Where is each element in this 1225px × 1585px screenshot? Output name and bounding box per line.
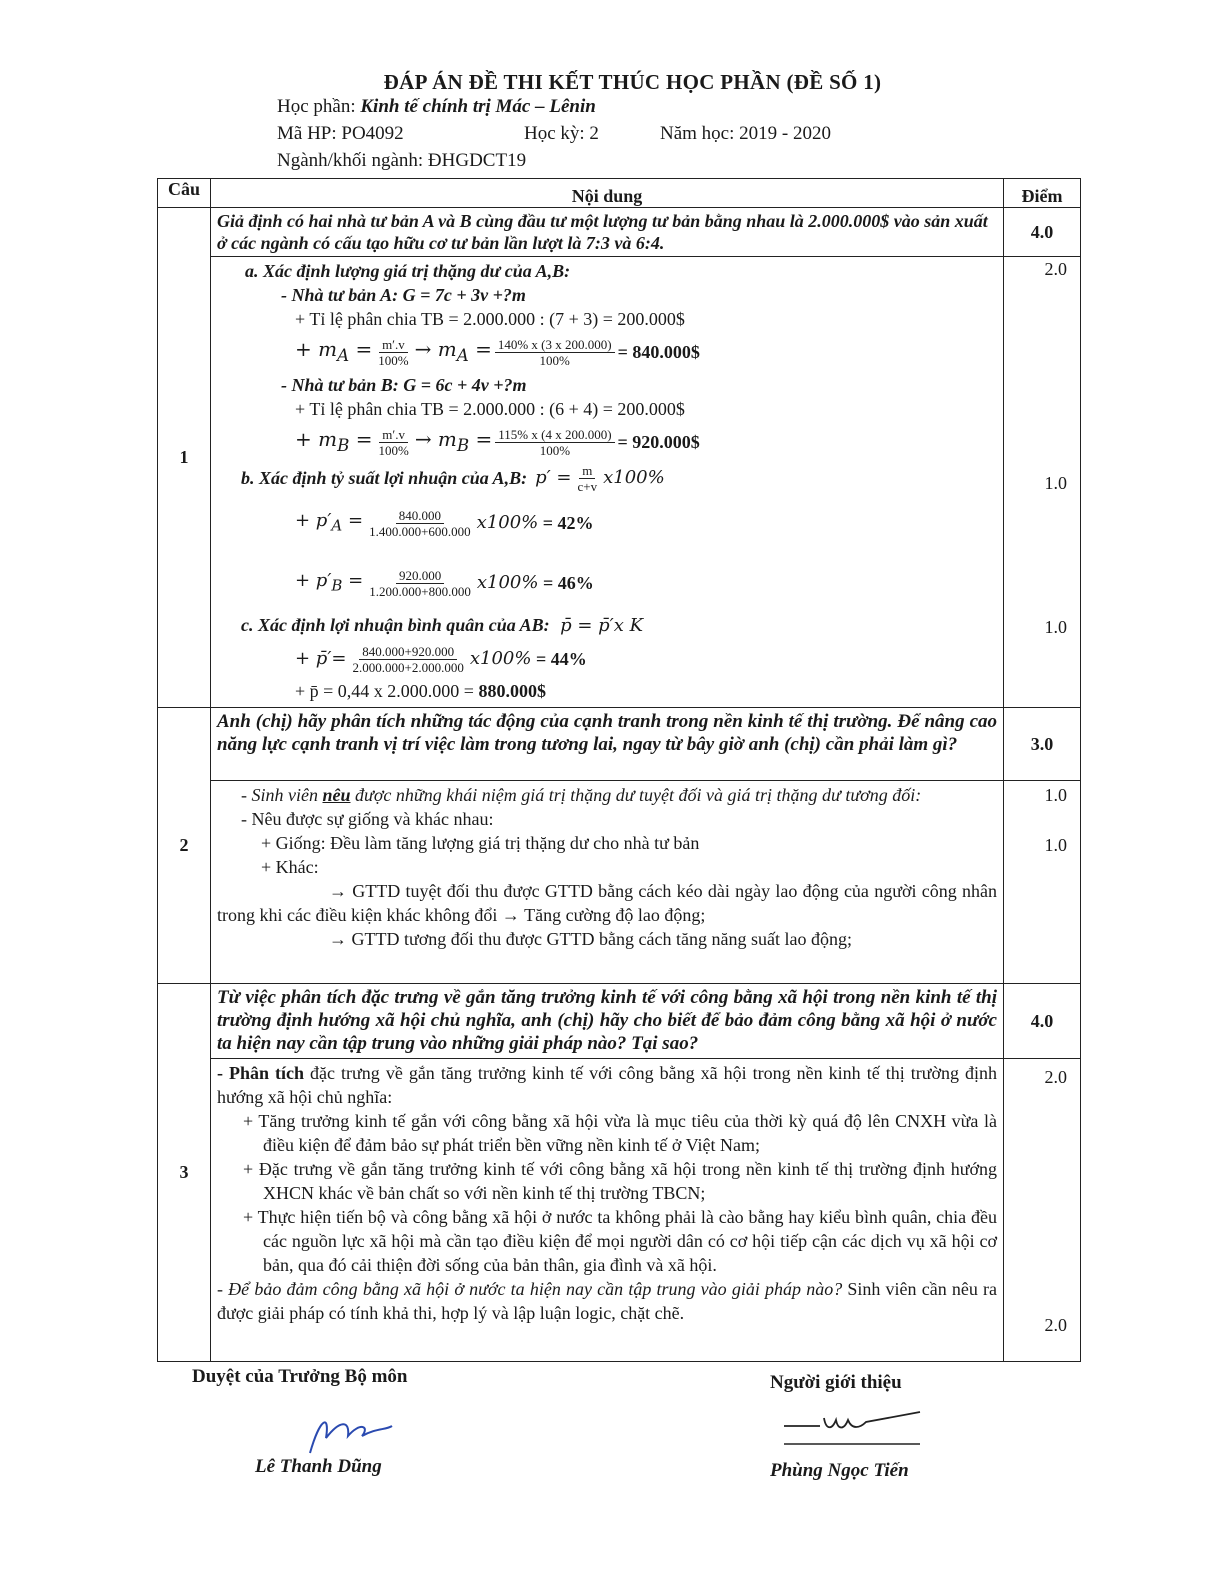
major: Ngành/khối ngành: ĐHGDCT19 [277, 150, 527, 171]
q2-l3: + Giống: Đều làm tăng lượng giá trị thặng dư cho nhà tư bản [261, 833, 700, 853]
q1-c-1-num: 840.000+920.000 [359, 644, 457, 660]
answer-table [157, 178, 1081, 1362]
q1-c-title: c. Xác định lợi nhuận bình quân của AB: [241, 615, 550, 635]
q1-a-B-ratio: + Tỉ lệ phân chia TB = 2.000.000 : (6 + 4) = 200.000$ [295, 399, 685, 419]
q1-a-A-g-num: 140% x (3 x 200.000) [495, 337, 615, 353]
left-signature-title: Duyệt của Trưởng Bộ môn [192, 1366, 408, 1387]
q1-a-A-formula: + $m_A$ = $\frac{m'.v}{100\%}$ → $m_A$ = $\frac{140\% x (3 x 200.000)}{100\%}$ = 840.000$ [295, 336, 700, 368]
q1-c-formula: p̄ = p̄′x K [560, 615, 644, 636]
q1-b-title: b. Xác định tỷ suất lợi nhuận của A,B: [241, 468, 528, 488]
q1-a-title: a. Xác định lượng giá trị thặng dư của A,B: [245, 261, 571, 281]
q1-c-2-line [217, 679, 997, 703]
q1-question: Giả định có hai nhà tư bản A và B cùng đầu tư một lượng tư bản bằng nhau là 2.000.000$ vào sản xuất ở các ngành có cấu tạo hữu cơ tư bản lần lượt là 7:3 và 6:4. [211, 208, 1004, 257]
q3-b3: + Thực hiện tiến bộ và công bằng xã hội ở nước ta không phải là cào bằng hay kiểu bình quân, chia đều các nguồn lực xã hội mà cần tạo điều kiện để mọi người dân có cơ hội tiếp cận các dịch vụ xã hội cơ bản, qua đó cải thiện đời sống của bản thân, gia đình và xã hội. [243, 1207, 997, 1275]
q2-l1 [217, 783, 997, 807]
q1-a-A: - Nhà tư bản A: G = 7c + 3v +?m [281, 285, 526, 305]
q3-points: 4.0 [1004, 984, 1081, 1059]
q1-b-B-num: 920.000 [396, 568, 444, 584]
q2-l1a: - Sinh viên [241, 785, 323, 805]
q2-l1-points: 1.0 [1044, 785, 1067, 805]
q1-a-A-f-num: m′.v [379, 337, 408, 353]
q3-question: Từ việc phân tích đặc trưng về gắn tăng trưởng kinh tế với công bằng xã hội trong nền kinh tế thị trường định hướng xã hội chủ nghĩa, anh (chị) hãy cho biết để bảo đảm công bằng xã hội ở nước ta hiện nay cần tập trung vào những giải pháp nào? Tại sao? [211, 984, 1004, 1059]
q2-l5: → GTTD tuyệt đối thu được GTTD bằng cách kéo dài ngày lao động của người công nhân trong khi các điều kiện khác không đổi → Tăng cường độ lao động; [217, 881, 997, 925]
q3-p2 [217, 1277, 997, 1325]
q3-p1a: - Phân tích [217, 1063, 305, 1083]
q2-points: 3.0 [1004, 708, 1081, 781]
q1-b-B-den: 1.200.000+800.000 [369, 583, 471, 599]
q1-a-A-g-den: 100% [539, 352, 570, 368]
q1-a-points: 2.0 [1044, 259, 1067, 279]
right-signature-image [780, 1408, 930, 1452]
q1-a-B-result: = 920.000$ [617, 432, 700, 452]
page-title: ĐÁP ÁN ĐỀ THI KẾT THÚC HỌC PHẦN (ĐỀ SỐ 1) [383, 70, 882, 94]
course-name: Kinh tế chính trị Mác – Lênin [360, 96, 596, 117]
q2-l4: + Khác: [261, 857, 319, 877]
q2-answer [211, 781, 1067, 984]
q1-c-2: + p̄ = 0,44 x 2.000.000 = [295, 681, 479, 701]
q2-l6: → GTTD tương đối thu được GTTD bằng cách tăng năng suất lao động; [329, 929, 852, 949]
q1-points: 4.0 [1004, 208, 1081, 257]
q3-p2-points: 2.0 [1044, 1315, 1067, 1335]
q1-b-f-num: m [579, 463, 595, 479]
q1-a-A-f-den: 100% [378, 352, 409, 368]
col-diem: Điểm [1004, 179, 1081, 208]
right-signature-title: Người giới thiệu [770, 1372, 902, 1393]
right-signature-name: Phùng Ngọc Tiến [770, 1460, 909, 1481]
q1-answer-row [158, 257, 1081, 708]
q2-l1b: nêu [322, 785, 351, 805]
q3-number: 3 [158, 984, 211, 1362]
q1-b-A-den: 1.400.000+600.000 [369, 523, 471, 539]
course-line [277, 96, 1225, 118]
q1-b-B-formula: + $p'_B$ = $\frac{920.000}{1.200.000+800.000}$ x100% = 46% [295, 567, 594, 599]
table-header [158, 179, 1081, 208]
q1-c-1-result: = 44% [535, 649, 587, 669]
q2-answer-row [158, 781, 1081, 984]
q1-c-1-den: 2.000.000+2.000.000 [352, 659, 464, 675]
q1-a-B: - Nhà tư bản B: G = 6c + 4v +?m [281, 375, 527, 395]
q1-c-2-result: 880.000$ [478, 681, 546, 701]
q2-number: 2 [158, 708, 211, 984]
q1-b-points: 1.0 [1044, 473, 1067, 493]
q1-b-A-formula: + $p'_A$ = $\frac{840.000}{1.400.000+600.000}$ x100% = 42% [295, 507, 594, 539]
semester: Học kỳ: 2 [524, 123, 599, 144]
q1-answer-points-cell [1004, 257, 1081, 708]
q1-question-row [158, 208, 1081, 257]
q3-p2b: Sinh viên cần nêu ra được giải pháp có tính khả thi, hợp lý và lập luận logic, chặt chẽ. [217, 1279, 998, 1323]
q3-answer-points-cell [1004, 1059, 1081, 1362]
q1-b-A-num: 840.000 [396, 508, 444, 524]
q1-number: 1 [158, 208, 211, 708]
q1-a-B-g-num: 115% x (4 x 200.000) [495, 427, 614, 443]
q2-l2: - Nêu được sự giống và khác nhau: [241, 809, 494, 829]
course-code: Mã HP: PO4092 [277, 123, 404, 144]
q1-a-A-ratio: + Tỉ lệ phân chia TB = 2.000.000 : (7 + 3) = 200.000$ [295, 309, 685, 329]
q1-a-B-f-num: m′.v [379, 427, 408, 443]
q2-l1c: được những khái niệm giá trị thặng dư tuyệt đối và giá trị thặng dư tương đối: [350, 785, 922, 805]
q2-question: Anh (chị) hãy phân tích những tác động của cạnh tranh trong nền kinh tế thị trường. Để nâng cao năng lực cạnh tranh vị trí việc làm trong tương lai, ngay từ bây giờ anh (chị) cần phải làm gì? [211, 708, 1004, 781]
q3-p1-points: 2.0 [1044, 1067, 1067, 1087]
q3-p2a: - Để bảo đảm công bằng xã hội ở nước ta hiện nay cần tập trung vào giải pháp nào? [217, 1279, 843, 1299]
q1-a-B-formula: + $m_B$ = $\frac{m'.v}{100\%}$ → $m_B$ = $\frac{115\% x (4 x 200.000)}{100\%}$ = 920.000$ [295, 426, 700, 458]
q3-p1 [217, 1061, 997, 1109]
q2-answer-points-cell [1004, 781, 1081, 984]
q3-question-row [158, 984, 1081, 1059]
col-noi-dung: Nội dung [211, 179, 1004, 208]
q1-a-B-g-den: 100% [539, 442, 571, 458]
q3-answer-row [158, 1059, 1081, 1362]
q1-b-B-result: = 46% [542, 573, 594, 593]
course-code-line [277, 123, 1225, 145]
course-label: Học phần: [277, 96, 361, 117]
q1-c-title-line [217, 613, 997, 639]
q1-a-A-result: = 840.000$ [617, 342, 700, 362]
q3-b2: + Đặc trưng về gắn tăng trưởng kinh tế với công bằng xã hội trong nền kinh tế thị trường định hướng XHCN khác về bản chất so với nền kinh tế thị trường TBCN; [243, 1159, 997, 1203]
q1-b-title-line: b. Xác định tỷ suất lợi nhuận của A,B: p′ = $\frac{m}{c+v}$ x100% [241, 462, 665, 494]
q1-b-A-result: = 42% [542, 513, 594, 533]
q2-l2-points: 1.0 [1044, 835, 1067, 855]
q3-answer [211, 1059, 1067, 1362]
col-cau: Câu [158, 179, 211, 208]
q2-question-row [158, 708, 1081, 781]
q1-c-points: 1.0 [1044, 617, 1067, 637]
q1-answer [211, 257, 1067, 708]
q3-b1: + Tăng trưởng kinh tế gắn với công bằng xã hội vừa là mục tiêu của thời kỳ quá độ lên CNXH vừa là điều kiện để đảm bảo sự phát triển bền vững nền kinh tế ở Việt Nam; [243, 1111, 997, 1155]
q1-b-f-den: c+v [577, 478, 598, 494]
q3-p1b: đặc trưng về gắn tăng trưởng kinh tế với công bằng xã hội trong nền kinh tế thị trường định hướng xã hội chủ nghĩa: [217, 1063, 997, 1107]
q1-a-B-f-den: 100% [378, 442, 409, 458]
left-signature-name: Lê Thanh Dũng [255, 1456, 382, 1477]
left-signature-image [300, 1408, 400, 1458]
school-year: Năm học: 2019 - 2020 [660, 123, 831, 144]
q1-c-1-formula: + p̄′= $\frac{840.000+920.000}{2.000.000+2.000.000}$ x100% = 44% [295, 643, 587, 675]
